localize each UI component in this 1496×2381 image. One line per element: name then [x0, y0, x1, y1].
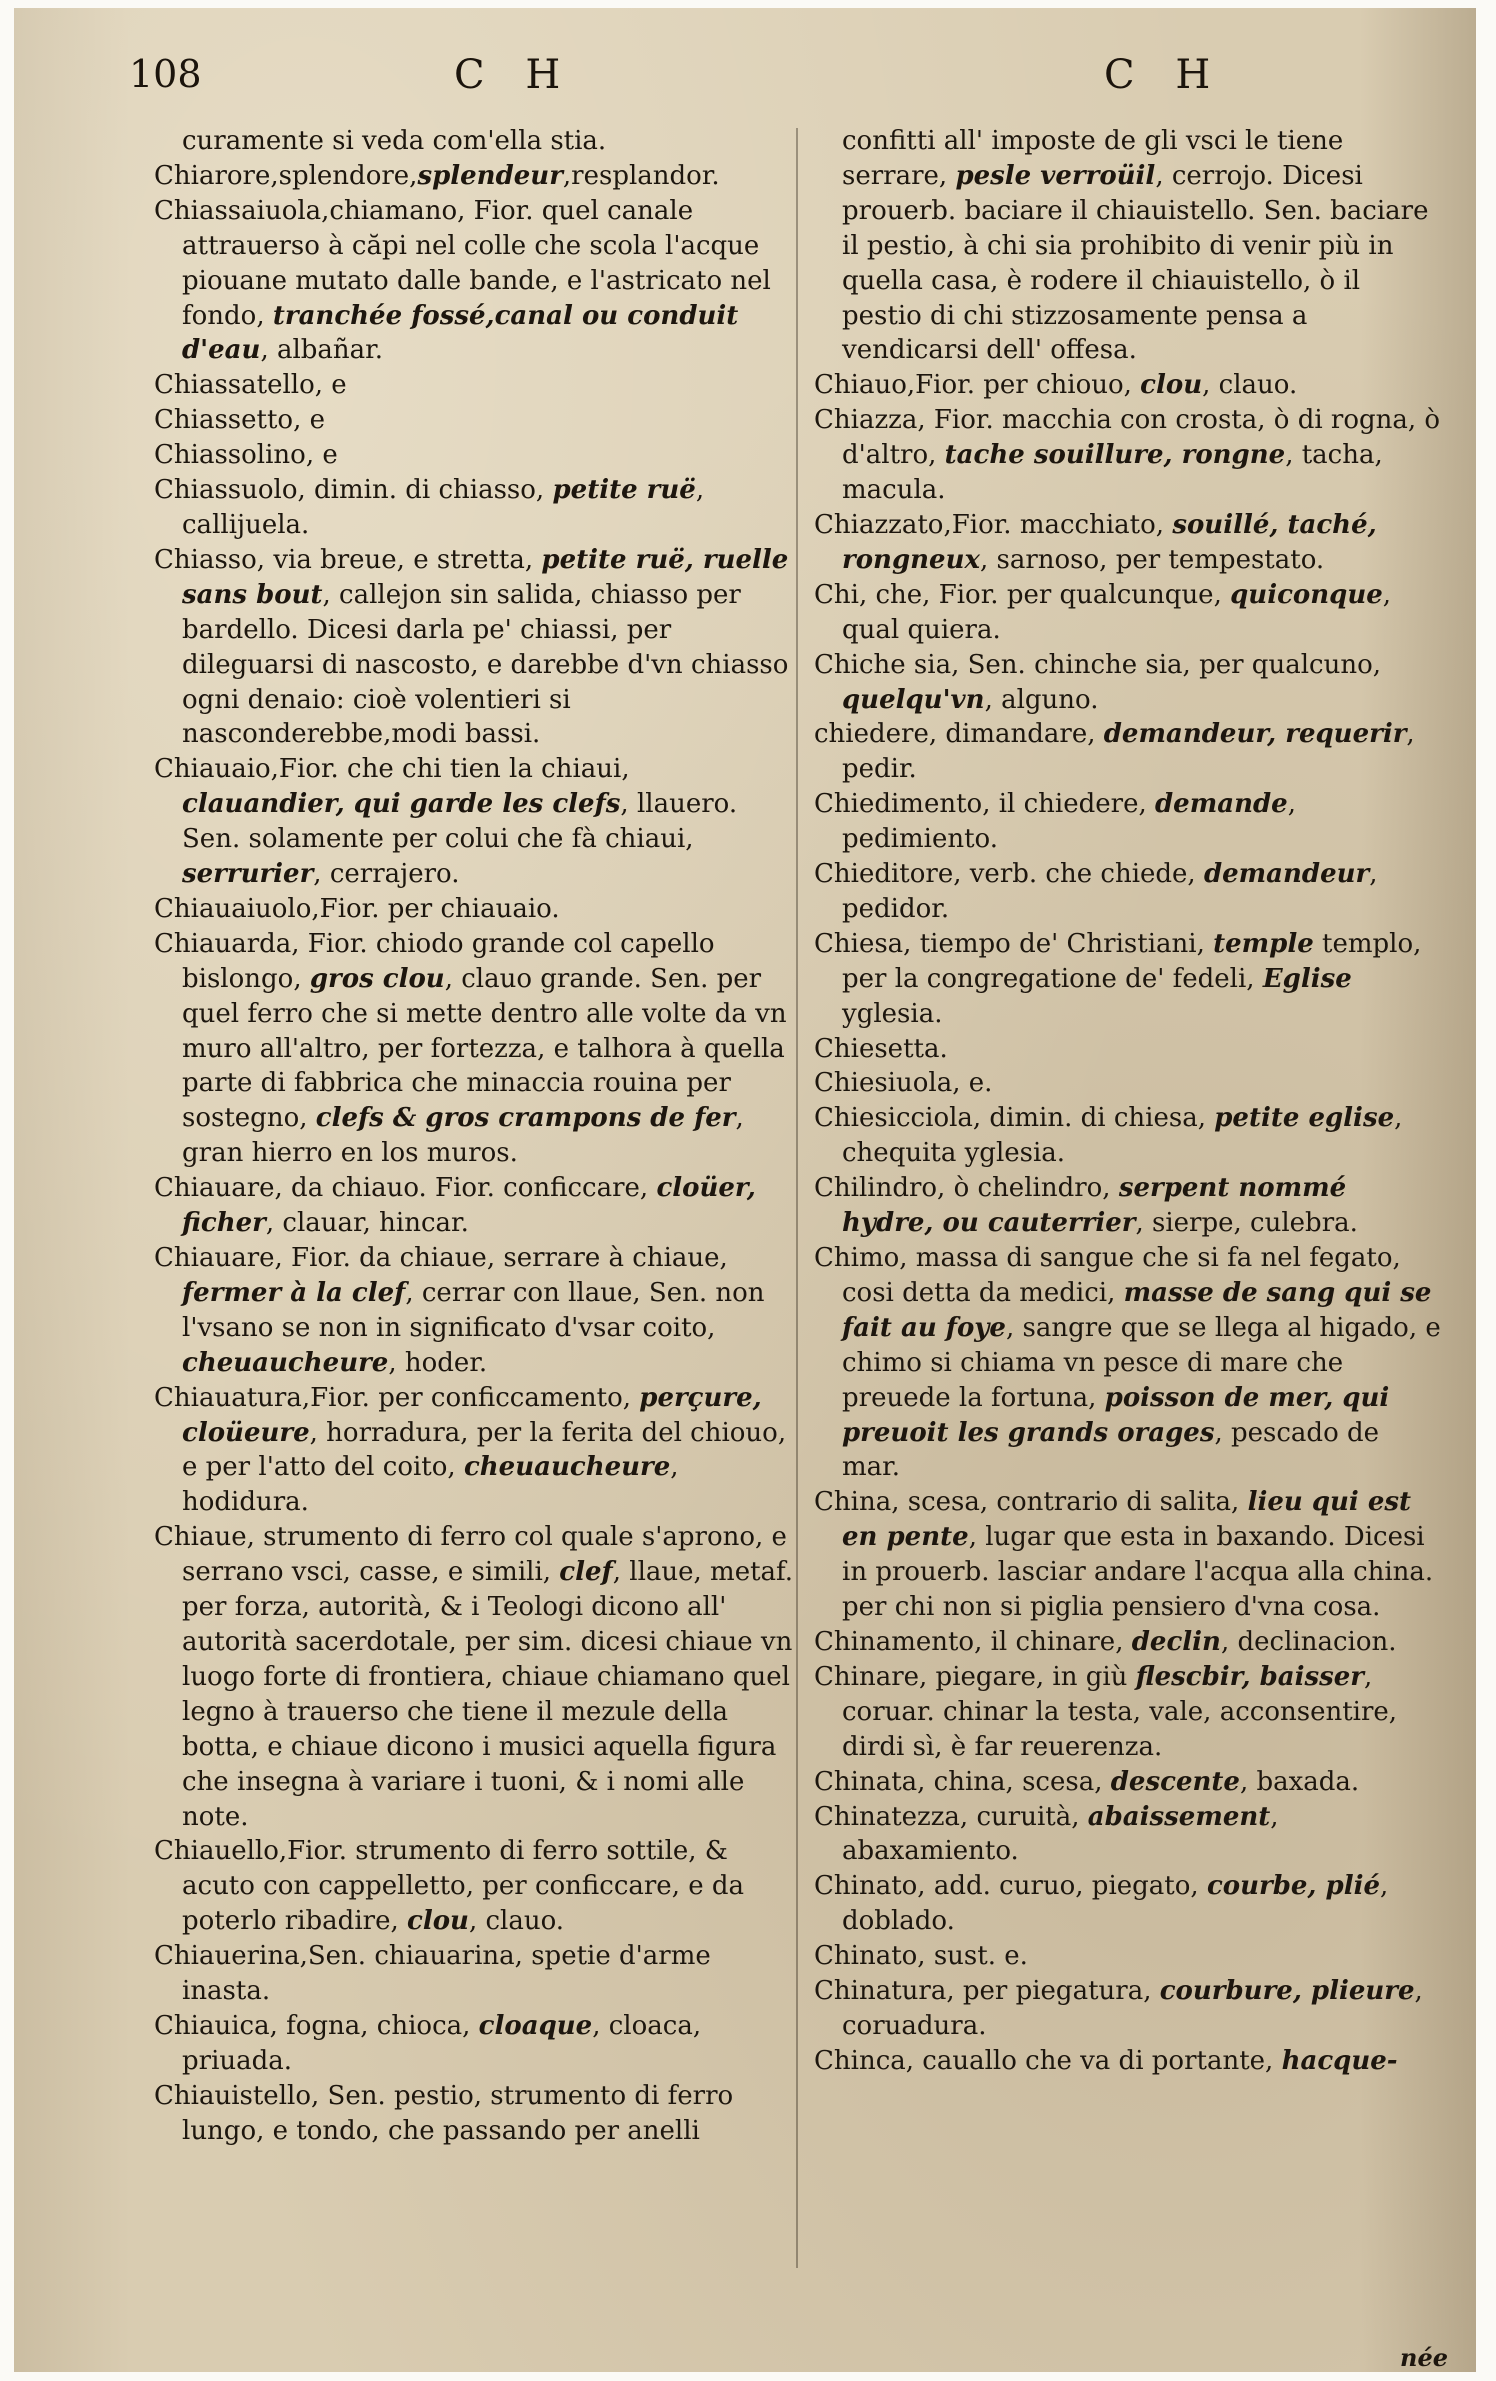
- entry-text: , coruadura.: [842, 1976, 1423, 2041]
- french-gloss: gros clou: [309, 963, 445, 994]
- right-column: [814, 124, 1444, 2079]
- entry-text: Chiassetto, e: [154, 405, 325, 436]
- dictionary-entry: [814, 1066, 1444, 1101]
- dictionary-entry: [154, 438, 794, 473]
- entry-text: , cerrojo. Dicesi prouerb. baciare il chiauistello. Sen. baciare il pestio, à chi sia prohibito di venir più in quella casa, è rodere il chiauistello, ò il pestio di chi stizzosamente pensa a vendicarsi dell' offesa.: [842, 160, 1429, 366]
- entry-text: Chiche sia, Sen. chinche sia, per qualcuno,: [814, 649, 1381, 680]
- dictionary-entry: [154, 1171, 794, 1241]
- french-gloss: cloüer, ficher: [182, 1173, 756, 1239]
- entry-text: ,resplandor.: [562, 160, 720, 191]
- entry-text: , pedimiento.: [842, 789, 1296, 855]
- french-gloss: abaissement: [1087, 1801, 1271, 1832]
- entry-text: templo, per la congregatione de' fedeli,: [842, 928, 1422, 994]
- french-gloss: masse de sang qui se fait au foye: [842, 1277, 1432, 1343]
- entry-text: , callejon sin salida, chiasso per bardello. Dicesi darla pe' chiassi, per dileguarsi di nascosto, e darebbe d'vn chiasso ogni denaio: cioè volentieri si nasconderebbe,modi bassi.: [182, 579, 789, 750]
- french-gloss: descente: [1110, 1766, 1240, 1797]
- dictionary-entry: [814, 648, 1444, 718]
- entry-text: , pescado de mar.: [842, 1417, 1380, 1483]
- right-running-heading: C H: [1104, 52, 1225, 98]
- entry-text: Chinato, add. curuo, piegato,: [814, 1871, 1207, 1902]
- french-gloss: hacque-: [1281, 2045, 1398, 2076]
- dictionary-entry: [814, 403, 1444, 508]
- entry-text: , chequita yglesia.: [842, 1103, 1403, 1169]
- dictionary-entry: [154, 2079, 794, 2149]
- entry-text: Chiauello,Fior. strumento di ferro sottile, & acuto con cappelletto, per conficcare, e da poterlo ribadire,: [154, 1836, 745, 1937]
- french-gloss: demande: [1155, 789, 1288, 820]
- entry-text: Chiauica, fogna, chioca,: [154, 2010, 479, 2041]
- dictionary-entry: [154, 1381, 794, 1521]
- dictionary-entry: [814, 1939, 1444, 1974]
- entry-text: , clauo.: [1202, 370, 1298, 401]
- entry-text: , abaxamiento.: [842, 1801, 1279, 1867]
- catchword: née: [1400, 2343, 1448, 2372]
- dictionary-entry: [154, 368, 794, 403]
- dictionary-entry: [814, 1869, 1444, 1939]
- french-gloss: clef: [559, 1557, 613, 1588]
- entry-text: , hoder.: [388, 1347, 488, 1378]
- entry-text: Chi, che, Fior. per qualcunque,: [814, 579, 1231, 610]
- entry-text: Chiauaiuolo,Fior. per chiauaio.: [154, 893, 560, 924]
- entry-text: Chiesiuola, e.: [814, 1068, 993, 1099]
- entry-text: Chilindro, ò chelindro,: [814, 1173, 1119, 1204]
- entry-text: Chinca, cauallo che va di portante,: [814, 2045, 1282, 2076]
- french-gloss: declin: [1131, 1626, 1221, 1657]
- entry-text: yglesia.: [842, 998, 943, 1029]
- french-gloss: fermer à la clef: [182, 1277, 406, 1308]
- french-gloss: splendeur: [417, 160, 563, 191]
- entry-text: , pedir.: [842, 719, 1415, 785]
- french-gloss: tache souillure, rongne: [944, 440, 1286, 471]
- dictionary-entry: [154, 927, 794, 1171]
- french-gloss: clauandier, qui garde les clefs: [182, 789, 621, 820]
- entry-text: , doblado.: [842, 1871, 1389, 1937]
- dictionary-entry: [154, 1241, 794, 1381]
- dictionary-entry: [814, 1660, 1444, 1765]
- french-gloss: petite eglise: [1214, 1103, 1395, 1134]
- entry-text: Chiauare, da chiauo. Fior. conficcare,: [154, 1173, 657, 1204]
- french-gloss: temple: [1213, 928, 1314, 959]
- entry-text: curamente si veda com'ella stia.: [182, 126, 607, 156]
- french-gloss: courbe, plié: [1206, 1871, 1381, 1902]
- dictionary-entry: [814, 578, 1444, 648]
- dictionary-entry: [814, 1032, 1444, 1067]
- dictionary-entry: [154, 543, 794, 752]
- french-gloss: pesle verroüil: [955, 160, 1156, 191]
- french-gloss: clou: [1140, 370, 1203, 401]
- entry-text: Chiedimento, il chiedere,: [814, 789, 1155, 820]
- entry-text: , llaue, metaf. per forza, autorità, & i Teologi dicono all' autorità sacerdotale, per sim. dicesi chiaue vn luogo forte di frontiera, chiaue chiamano quel legno à trauerso che tiene il mezule della botta, e chiaue dicono i musici aquella figura che insegna à variare i tuoni, & i nomi alle note.: [182, 1557, 794, 1832]
- dictionary-entry: [814, 2044, 1444, 2079]
- entry-text: , pedidor.: [842, 859, 1378, 924]
- french-gloss: demandeur: [1203, 859, 1370, 890]
- french-gloss: lieu qui est en pente: [842, 1487, 1412, 1553]
- entry-text: , callijuela.: [182, 475, 705, 540]
- entry-text: , clauo grande. Sen. per quel ferro che si mette dentro alle volte da vn muro all'altro, per fortezza, e talhora à quella parte di fabbrica che minaccia rouina per sostegno,: [182, 963, 787, 1134]
- dictionary-entry: [814, 368, 1444, 403]
- entry-text: , lugar que esta in baxando. Dicesi in prouerb. lasciar andare l'acqua alla china. per chi non si piglia pensiero d'vna cosa.: [842, 1522, 1434, 1623]
- entry-text: Chieditore, verb. che chiede,: [814, 859, 1204, 890]
- left-running-heading: C H: [454, 52, 575, 98]
- entry-text: Chiauarda, Fior. chiodo grande col capello bislongo,: [154, 928, 715, 994]
- entry-text: Chiesetta.: [814, 1033, 948, 1064]
- dictionary-entry: [814, 1765, 1444, 1800]
- entry-text: , clauar, hincar.: [265, 1208, 469, 1239]
- dictionary-entry: [154, 2009, 794, 2079]
- entry-text: , tacha, macula.: [842, 440, 1383, 506]
- french-gloss: cloaque: [478, 2010, 593, 2041]
- left-column: [154, 124, 794, 2149]
- entry-text: , declinacion.: [1220, 1626, 1397, 1657]
- french-gloss: tranchée fossé,canal ou conduit d'eau: [182, 300, 739, 366]
- entry-text: , horradura, per la ferita del chiouo, e per l'atto del coito,: [182, 1417, 787, 1483]
- entry-text: Chiauo,Fior. per chiouo,: [814, 370, 1141, 401]
- entry-text: Chiasso, via breue, e stretta,: [154, 544, 542, 575]
- entry-text: Chiazzato,Fior. macchiato,: [814, 509, 1173, 540]
- dictionary-entry: [814, 1101, 1444, 1171]
- entry-text: Chinatezza, curuità,: [814, 1801, 1088, 1832]
- entry-text: Chinata, china, scesa,: [814, 1766, 1111, 1797]
- entry-text: Chiaue, strumento di ferro col quale s'aprono, e serrano vsci, casse, e simili,: [154, 1522, 787, 1588]
- entry-text: chiedere, dimandare,: [814, 719, 1104, 750]
- entry-text: Chiesa, tiempo de' Christiani,: [814, 928, 1214, 959]
- french-gloss: courbure, plieure: [1159, 1976, 1415, 2007]
- entry-text: Chiassuolo, dimin. di chiasso,: [154, 475, 553, 506]
- dictionary-entry: [814, 508, 1444, 578]
- entry-text: Chiauare, Fior. da chiaue, serrare à chiaue,: [154, 1243, 728, 1273]
- dictionary-entry: [154, 1939, 794, 2009]
- dictionary-entry: [814, 787, 1444, 857]
- entry-text: confitti all' imposte de gli vsci le tiene serrare,: [842, 126, 1344, 191]
- dictionary-entry: [814, 1241, 1444, 1485]
- dictionary-entry: [814, 124, 1444, 368]
- dictionary-entry: [814, 1171, 1444, 1241]
- dictionary-page: [14, 8, 1476, 2372]
- entry-text: Chiauatura,Fior. per conficcamento,: [154, 1382, 640, 1413]
- page-number: 108: [129, 52, 202, 96]
- french-gloss: Eglise: [1262, 963, 1352, 994]
- entry-text: Chiauerina,Sen. chiauarina, spetie d'arme inasta.: [154, 1941, 711, 2007]
- french-gloss: cheuaucheure: [182, 1347, 389, 1378]
- dictionary-entry: [154, 124, 794, 159]
- entry-text: Chiesicciola, dimin. di chiesa,: [814, 1103, 1215, 1134]
- dictionary-entry: [154, 403, 794, 438]
- entry-text: , cloaca, priuada.: [182, 2010, 702, 2076]
- dictionary-entry: [154, 1520, 794, 1834]
- french-gloss: serpent nommé hydre, ou cauterrier: [842, 1173, 1347, 1239]
- entry-text: , sierpe, culebra.: [1135, 1208, 1358, 1239]
- dictionary-entry: [814, 927, 1444, 1032]
- entry-text: Chimo, massa di sangue che si fa nel fegato, cosi detta da medici,: [814, 1243, 1401, 1308]
- entry-text: , sarnoso, per tempestato.: [979, 544, 1325, 575]
- french-gloss: quelqu'vn: [842, 684, 985, 715]
- dictionary-entry: [814, 1625, 1444, 1660]
- entry-text: Chiarore,splendore,: [154, 160, 418, 191]
- entry-text: , qual quiera.: [842, 579, 1392, 645]
- french-gloss: clefs & gros crampons de fer: [315, 1103, 736, 1134]
- entry-text: Chiauistello, Sen. pestio, strumento di ferro lungo, e tondo, che passando per anelli: [154, 2080, 734, 2146]
- french-gloss: petite ruë, ruelle sans bout: [182, 544, 789, 610]
- dictionary-entry: [154, 892, 794, 927]
- dictionary-entry: [814, 1485, 1444, 1625]
- french-gloss: flescbir, baisser: [1135, 1661, 1364, 1692]
- entry-text: Chiazza, Fior. macchia con crosta, ò di rogna, ò d'altro,: [814, 405, 1441, 471]
- french-gloss: poisson de mer, qui preuoit les grands orages: [842, 1382, 1390, 1448]
- entry-text: Chinare, piegare, in giù: [814, 1661, 1136, 1692]
- french-gloss: perçure, cloüeure: [182, 1382, 762, 1448]
- dictionary-entry: [154, 194, 794, 369]
- entry-text: , clauo.: [468, 1906, 565, 1937]
- entry-text: Chiassaiuola,chiamano, Fior. quel canale attrauerso à căpi nel colle che scola l'acque piouane mutato dalle bande, e l'astricato nel fondo,: [154, 195, 771, 331]
- dictionary-entry: [814, 717, 1444, 787]
- french-gloss: cheuaucheure: [463, 1452, 671, 1483]
- dictionary-entry: [154, 159, 794, 194]
- entry-text: , sangre que se llega al higado, e chimo si chiama vn pesce di mare che preuede la fortuna,: [842, 1312, 1441, 1413]
- french-gloss: souillé, taché, rongneux: [842, 509, 1377, 575]
- french-gloss: demandeur, requerir: [1103, 719, 1407, 750]
- dictionary-entry: [814, 1974, 1444, 2044]
- entry-text: , cerrajero.: [313, 859, 460, 890]
- dictionary-entry: [154, 752, 794, 892]
- entry-text: Chiassatello, e: [154, 370, 347, 401]
- entry-text: , cerrar con llaue, Sen. non l'vsano se non in significato d'vsar coito,: [182, 1277, 765, 1343]
- french-gloss: clou: [407, 1906, 469, 1937]
- entry-text: , albañar.: [260, 335, 384, 366]
- entry-text: Chiauaio,Fior. che chi tien la chiaui,: [154, 754, 630, 785]
- entry-text: , coruar. chinar la testa, vale, acconsentire, dirdi sì, è far reuerenza.: [842, 1661, 1398, 1762]
- french-gloss: petite ruë: [552, 475, 696, 506]
- entry-text: Chinato, sust. e.: [814, 1941, 1028, 1972]
- entry-text: , llauero. Sen. solamente per colui che fà chiaui,: [182, 789, 738, 855]
- dictionary-entry: [814, 1800, 1444, 1870]
- dictionary-entry: [154, 473, 794, 543]
- dictionary-entry: [154, 1834, 794, 1939]
- french-gloss: serrurier: [182, 859, 314, 890]
- entry-text: , baxada.: [1239, 1766, 1360, 1797]
- french-gloss: quiconque: [1230, 579, 1383, 610]
- column-divider: [796, 128, 798, 2268]
- entry-text: , gran hierro en los muros.: [182, 1103, 744, 1169]
- page-header: [14, 52, 1476, 122]
- entry-text: Chiassolino, e: [154, 440, 338, 471]
- entry-text: , hodidura.: [182, 1452, 679, 1518]
- dictionary-entry: [814, 857, 1444, 927]
- entry-text: Chinatura, per piegatura,: [814, 1976, 1160, 2007]
- entry-text: , alguno.: [984, 684, 1099, 715]
- entry-text: China, scesa, contrario di salita,: [814, 1487, 1248, 1518]
- entry-text: Chinamento, il chinare,: [814, 1626, 1132, 1657]
